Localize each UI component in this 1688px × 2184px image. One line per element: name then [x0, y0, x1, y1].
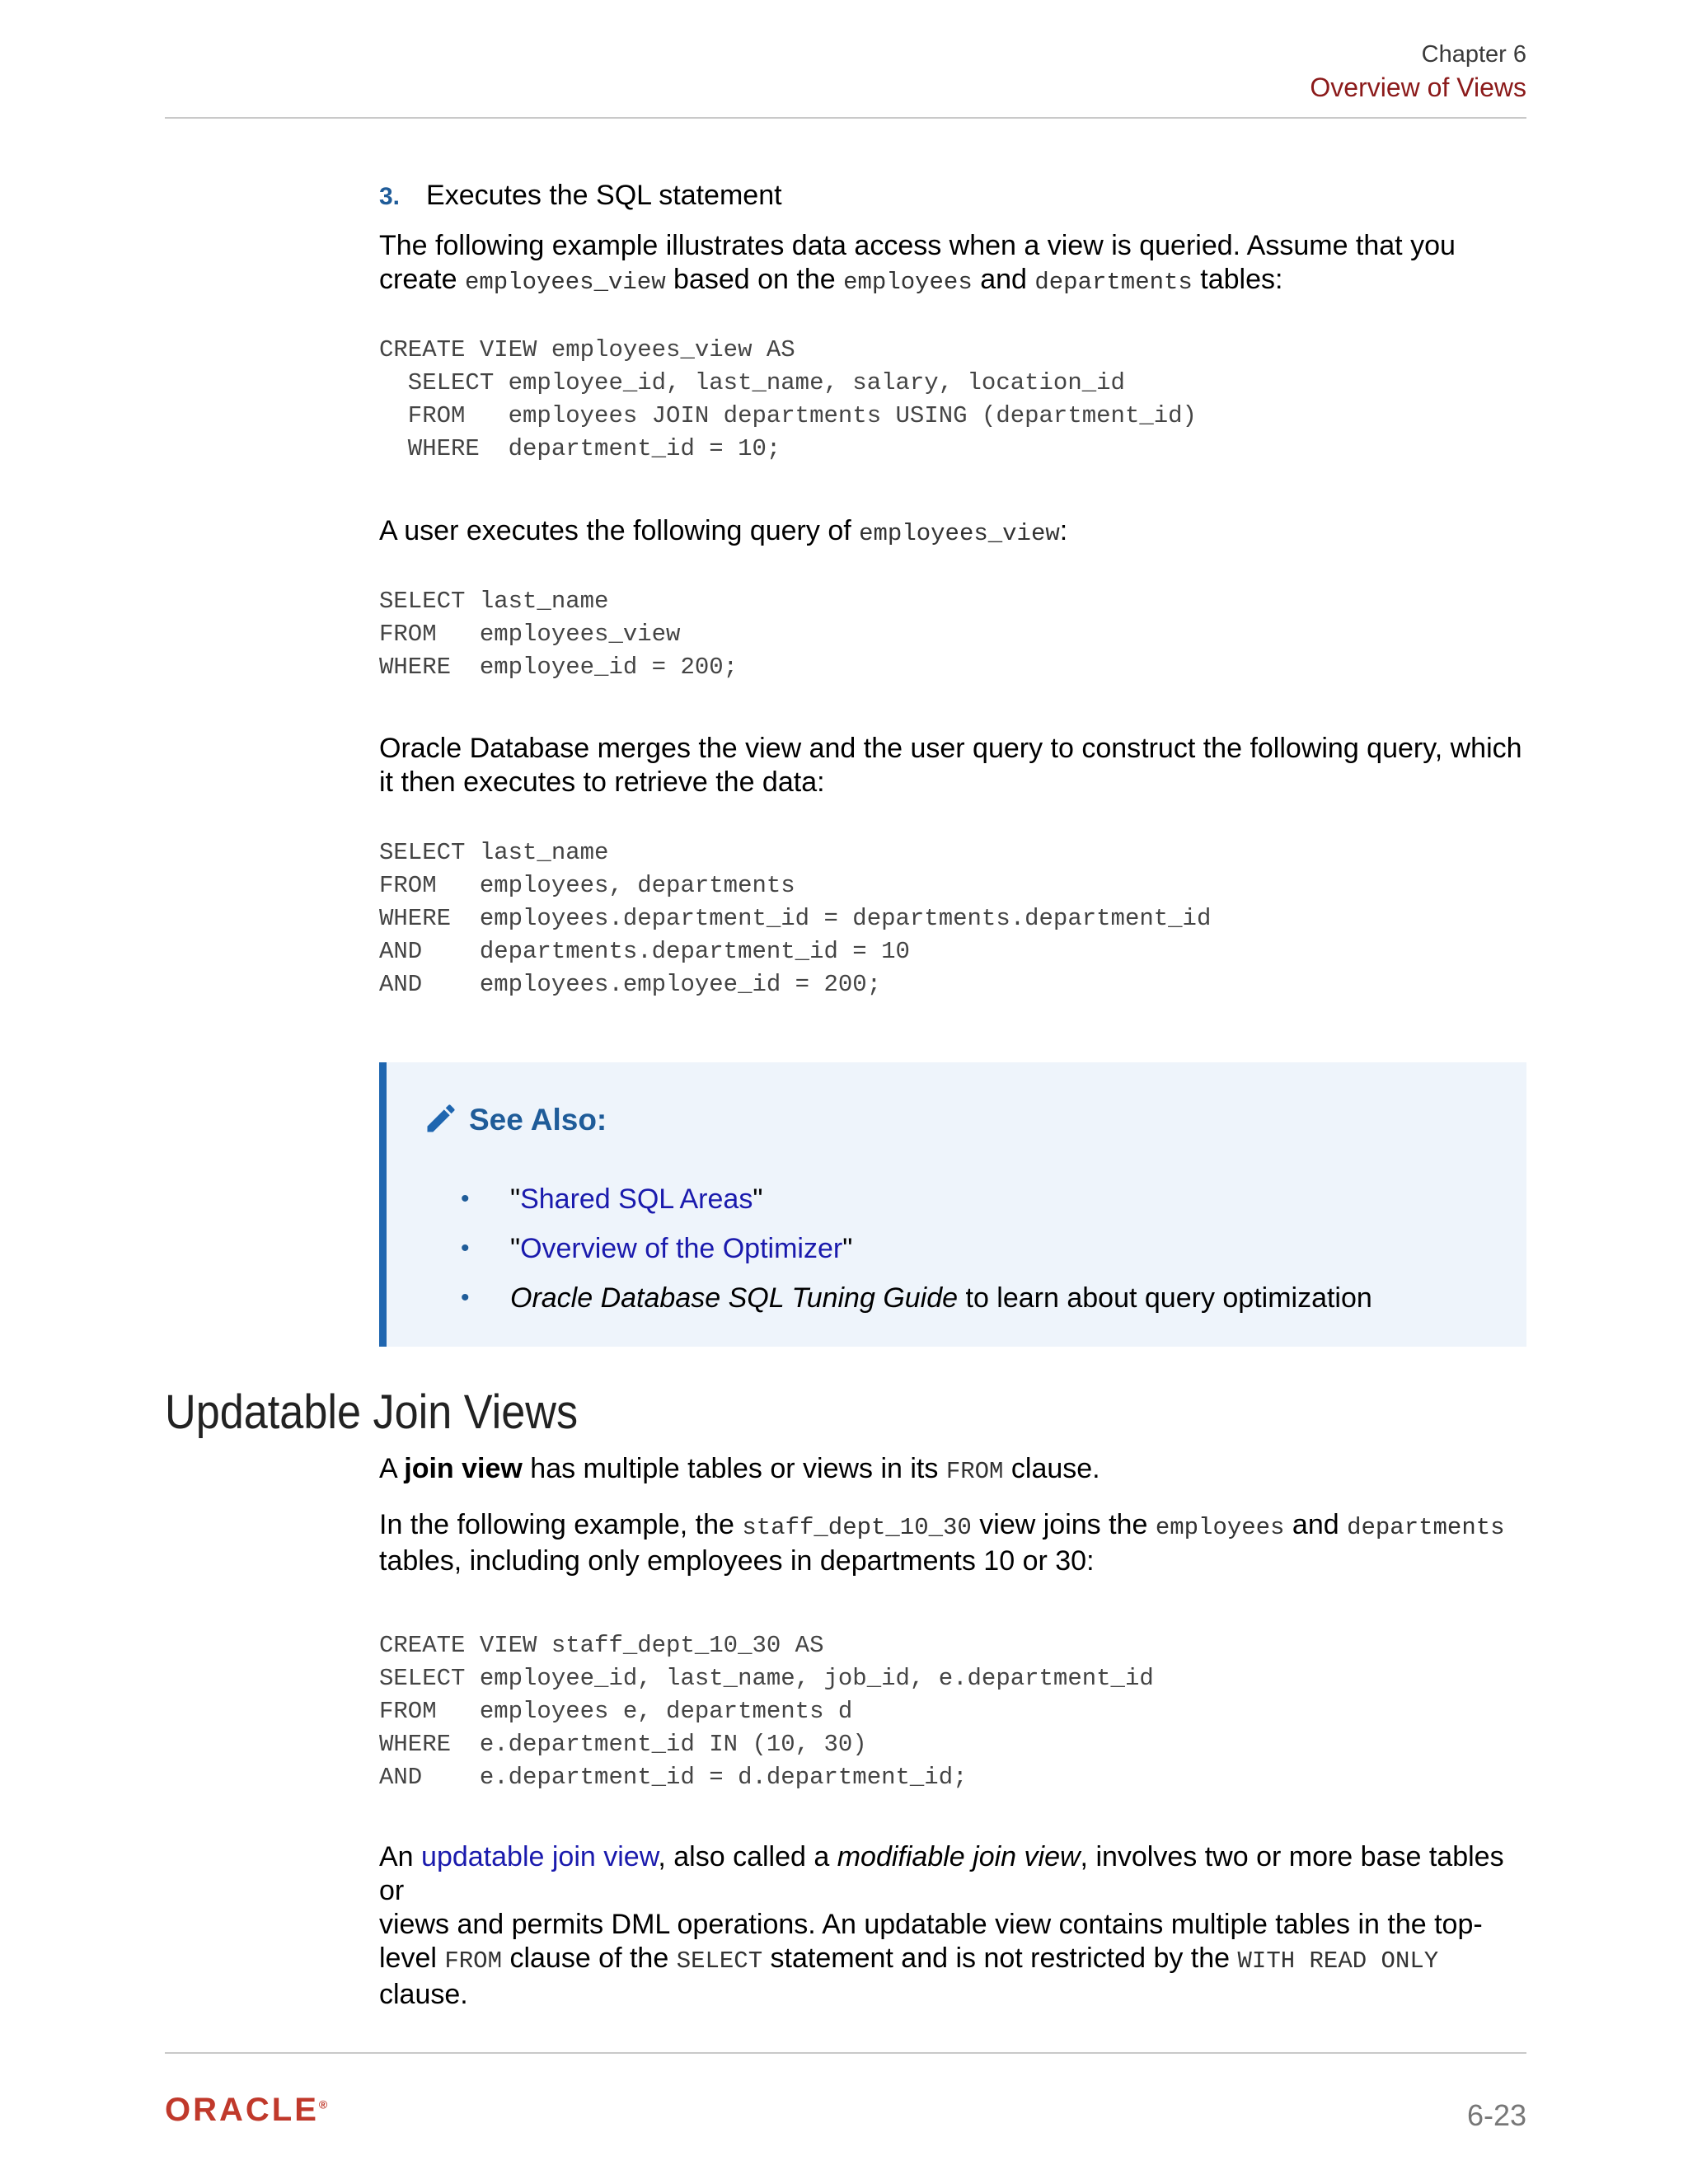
see-also-box	[379, 1062, 1526, 1347]
updatable-join-view-paragraph	[379, 1840, 1526, 2012]
inline-code: employees_view	[464, 269, 666, 296]
link-overview-optimizer[interactable]: Overview of the Optimizer	[520, 1233, 843, 1264]
step-text: Executes the SQL statement	[426, 180, 782, 211]
paragraph-text: clause of the	[502, 1943, 677, 1974]
join-view-definition	[379, 1452, 1526, 1488]
paragraph-text: , also called a	[658, 1841, 837, 1872]
registered-mark: ®	[318, 2097, 328, 2111]
inline-code: SELECT	[676, 1947, 763, 1975]
oracle-logo	[165, 2092, 327, 2129]
query-intro-text: A user executes the following query of	[379, 515, 860, 546]
term-modifiable-join-view: modifiable join view	[837, 1841, 1081, 1872]
list-item	[461, 1224, 1372, 1273]
see-also-list	[461, 1174, 1372, 1323]
inline-code: departments	[1347, 1514, 1505, 1541]
paragraph-text: tables, including only employees in departments 10 or 30:	[379, 1545, 1095, 1577]
code-block-user-query: SELECT last_name FROM employees_view WHERE employee_id = 200;	[379, 588, 738, 681]
intro-paragraph	[379, 229, 1526, 299]
section-heading: Updatable Join Views	[165, 1385, 579, 1439]
intro-text: and	[972, 264, 1035, 295]
link-updatable-join-view[interactable]: updatable join view	[421, 1841, 659, 1872]
quote-mark: "	[842, 1233, 853, 1264]
code-block-staff-dept: CREATE VIEW staff_dept_10_30 AS SELECT employee_id, last_name, job_id, e.department_id FROM employees e, departments d WHERE e.department_id IN (10, 30) AND e.department_id = d.department_id;	[379, 1632, 1154, 1791]
paragraph-text: An	[379, 1841, 422, 1872]
intro-text: based on the	[665, 264, 844, 295]
code-block-create-view: CREATE VIEW employees_view AS SELECT employee_id, last_name, salary, location_id FROM employees JOIN departments USING (department_id) WHERE department_id = 10;	[379, 336, 1197, 462]
query-intro-paragraph	[379, 514, 1526, 551]
code-block-merged-query: SELECT last_name FROM employees, departments WHERE employees.department_id = departments.department_id AND departments.department_id = 10 AND employees.employee_id = 200;	[379, 839, 1212, 998]
inline-code: employees	[843, 269, 973, 296]
merge-paragraph	[379, 732, 1526, 799]
chapter-label: Chapter 6	[1421, 41, 1526, 68]
section-title: Overview of Views	[1310, 73, 1526, 102]
bullet: •	[461, 1284, 470, 1311]
paragraph-text: views and permits DML operations. An updatable view contains multiple tables in the top-	[379, 1909, 1483, 1940]
quote-mark: "	[510, 1183, 521, 1215]
inline-code: departments	[1034, 269, 1193, 296]
list-item	[461, 1273, 1372, 1323]
footer-divider	[165, 2052, 1526, 2054]
quote-mark: "	[510, 1233, 521, 1264]
paragraph-text: clause.	[1003, 1453, 1100, 1484]
paragraph-text: has multiple tables or views in its	[522, 1453, 946, 1484]
merge-line1: Oracle Database merges the view and the user query to construct the following query, which	[379, 733, 1522, 764]
inline-code: employees	[1155, 1514, 1285, 1541]
quote-mark: "	[753, 1183, 763, 1215]
paragraph-text: , involves two or more base tables or	[379, 1841, 1504, 1906]
paragraph-text: clause.	[379, 1979, 468, 2010]
paragraph-text: level	[379, 1943, 445, 1974]
pencil-icon	[423, 1100, 459, 1137]
bullet: •	[461, 1235, 470, 1262]
paragraph-text: In the following example, the	[379, 1509, 743, 1540]
page-number: 6-23	[1466, 2098, 1526, 2132]
logo-text: ORACLE	[165, 2092, 319, 2128]
book-title: Oracle Database SQL Tuning Guide	[510, 1282, 959, 1314]
bullet: •	[461, 1185, 470, 1212]
inline-code: staff_dept_10_30	[742, 1514, 972, 1541]
step-item	[379, 180, 782, 212]
paragraph-text: and	[1284, 1509, 1348, 1540]
inline-code: WITH READ ONLY	[1237, 1947, 1439, 1975]
paragraph-text: A	[379, 1453, 405, 1484]
intro-text: tables:	[1192, 264, 1283, 295]
example-intro-paragraph	[379, 1508, 1526, 1578]
intro-text: create	[379, 264, 465, 295]
list-item-text: to learn about query optimization	[958, 1282, 1372, 1314]
link-shared-sql-areas[interactable]: Shared SQL Areas	[520, 1183, 753, 1215]
merge-line2: it then executes to retrieve the data:	[379, 766, 825, 798]
paragraph-text: statement and is not restricted by the	[762, 1943, 1238, 1974]
term-join-view: join view	[404, 1453, 523, 1484]
list-item	[461, 1174, 1372, 1224]
intro-line1: The following example illustrates data access when a view is queried. Assume that you	[379, 230, 1456, 261]
see-also-title: See Also:	[469, 1103, 607, 1137]
paragraph-text: view joins the	[971, 1509, 1156, 1540]
query-intro-text: :	[1059, 515, 1068, 546]
inline-code: FROM	[945, 1458, 1004, 1485]
header-divider	[165, 117, 1526, 119]
step-number: 3.	[379, 183, 401, 210]
inline-code: employees_view	[859, 520, 1060, 547]
inline-code: FROM	[444, 1947, 502, 1975]
see-also-heading	[423, 1100, 607, 1137]
